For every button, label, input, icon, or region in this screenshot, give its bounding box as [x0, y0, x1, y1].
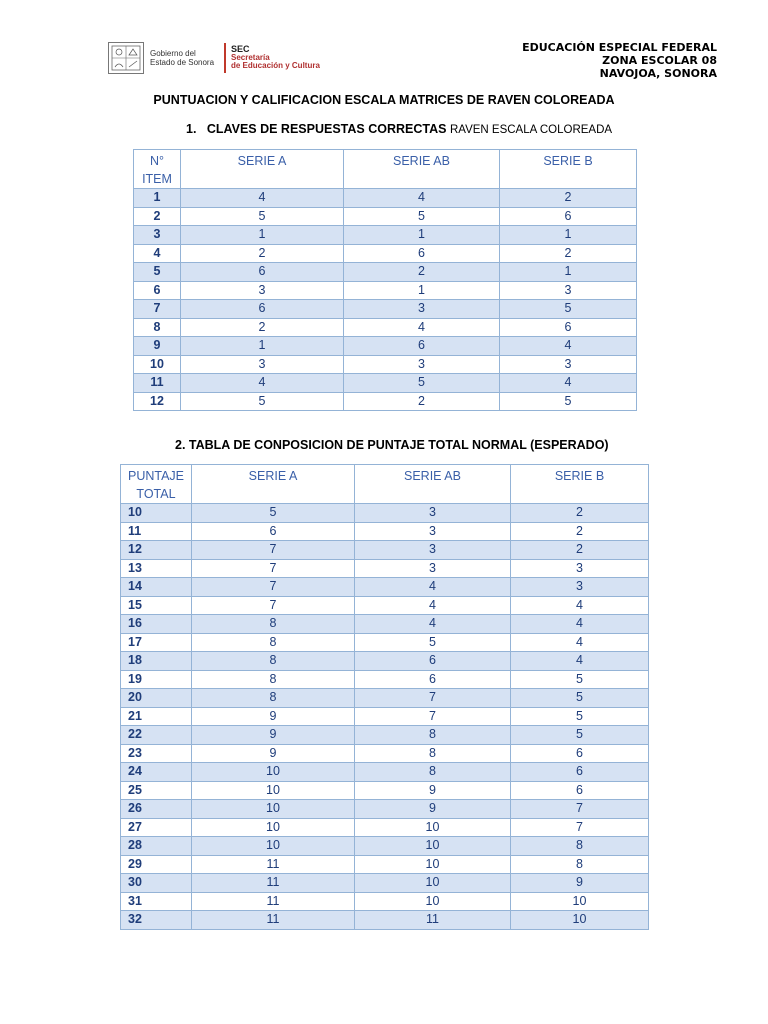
- table-cell: 6: [511, 744, 649, 763]
- column-header: SERIE AB: [355, 465, 511, 504]
- table-cell: 21: [121, 707, 192, 726]
- table-cell: 16: [121, 615, 192, 634]
- table-cell: 4: [355, 615, 511, 634]
- section-1-heading-suffix: RAVEN ESCALA COLOREADA: [449, 124, 613, 136]
- table-cell: 10: [134, 355, 181, 374]
- table-cell: 2: [511, 522, 649, 541]
- table-cell: 7: [511, 800, 649, 819]
- column-header: SERIE A: [192, 465, 355, 504]
- table-cell: 2: [181, 244, 344, 263]
- table-cell: 8: [192, 689, 355, 708]
- header-line-2: ZONA ESCOLAR 08: [602, 54, 717, 67]
- table-cell: 8: [192, 633, 355, 652]
- table-cell: 27: [121, 818, 192, 837]
- table-row: [121, 670, 649, 689]
- table-cell: 7: [355, 707, 511, 726]
- table-cell: 23: [121, 744, 192, 763]
- table-cell: 8: [511, 837, 649, 856]
- table-cell: 3: [500, 281, 637, 300]
- table-cell: 5: [500, 392, 637, 411]
- table-cell: 11: [192, 892, 355, 911]
- table-row: [134, 226, 637, 245]
- table-row: [121, 541, 649, 560]
- table-cell: 3: [181, 281, 344, 300]
- table-cell: 4: [511, 652, 649, 671]
- table-cell: 3: [355, 504, 511, 523]
- table-row: [121, 818, 649, 837]
- table-row: [134, 281, 637, 300]
- table-cell: 8: [355, 744, 511, 763]
- table-cell: 7: [134, 300, 181, 319]
- column-header: SERIE AB: [344, 150, 500, 189]
- table-cell: 30: [121, 874, 192, 893]
- table-cell: 32: [121, 911, 192, 930]
- section-1-heading: [186, 122, 612, 136]
- table-row: [121, 744, 649, 763]
- table-cell: 14: [121, 578, 192, 597]
- table-cell: 7: [511, 818, 649, 837]
- table-row: [121, 800, 649, 819]
- table-cell: 10: [121, 504, 192, 523]
- government-name: Gobierno del Estado de Sonora: [150, 49, 215, 67]
- sec-acronym: SEC: [231, 44, 250, 55]
- table-cell: 8: [192, 670, 355, 689]
- table-cell: 9: [355, 781, 511, 800]
- table-cell: 1: [500, 226, 637, 245]
- table-cell: 5: [511, 726, 649, 745]
- table-row: [121, 578, 649, 597]
- table-row: [121, 633, 649, 652]
- table-cell: 10: [355, 874, 511, 893]
- table-cell: 3: [355, 559, 511, 578]
- table-row: [121, 892, 649, 911]
- table-cell: 8: [192, 615, 355, 634]
- table-cell: 3: [511, 559, 649, 578]
- table-cell: 22: [121, 726, 192, 745]
- table-cell: 4: [355, 596, 511, 615]
- table-cell: 10: [355, 837, 511, 856]
- column-header: PUNTAJE TOTAL: [121, 465, 192, 504]
- table-cell: 17: [121, 633, 192, 652]
- table-cell: 1: [344, 226, 500, 245]
- table-cell: 2: [181, 318, 344, 337]
- table-cell: 4: [344, 189, 500, 208]
- table-cell: 4: [355, 578, 511, 597]
- table-cell: 6: [181, 263, 344, 282]
- table-cell: 9: [134, 337, 181, 356]
- table-cell: 9: [511, 874, 649, 893]
- table-cell: 1: [181, 337, 344, 356]
- table-cell: 5: [181, 392, 344, 411]
- table-cell: 11: [355, 911, 511, 930]
- table-cell: 4: [181, 374, 344, 393]
- table-row: [121, 763, 649, 782]
- table-cell: 10: [511, 911, 649, 930]
- sec-full-name: Secretaría de Educación y Cultura: [231, 52, 320, 71]
- table-row: [121, 874, 649, 893]
- table-row: [121, 559, 649, 578]
- table-cell: 6: [355, 670, 511, 689]
- table-cell: 7: [192, 578, 355, 597]
- table-cell: 5: [344, 207, 500, 226]
- table-cell: 4: [500, 337, 637, 356]
- table-cell: 15: [121, 596, 192, 615]
- table-cell: 4: [511, 633, 649, 652]
- table-cell: 11: [121, 522, 192, 541]
- table-cell: 12: [121, 541, 192, 560]
- table-cell: 3: [134, 226, 181, 245]
- column-header: SERIE B: [500, 150, 637, 189]
- table-row: [121, 522, 649, 541]
- header-line-3: NAVOJOA, SONORA: [599, 67, 717, 80]
- table-cell: 5: [511, 707, 649, 726]
- table-cell: 1: [344, 281, 500, 300]
- table-cell: 3: [355, 541, 511, 560]
- table-cell: 4: [511, 596, 649, 615]
- table-row: [121, 689, 649, 708]
- table-cell: 2: [500, 189, 637, 208]
- logo-divider: [224, 43, 226, 73]
- table-cell: 1: [181, 226, 344, 245]
- table-cell: 6: [181, 300, 344, 319]
- table-cell: 10: [192, 781, 355, 800]
- table-cell: 6: [500, 318, 637, 337]
- table-cell: 7: [192, 559, 355, 578]
- score-composition-table: [120, 464, 649, 930]
- table-cell: 10: [355, 818, 511, 837]
- table-cell: 5: [344, 374, 500, 393]
- table-cell: 2: [344, 263, 500, 282]
- table-row: [134, 392, 637, 411]
- table-cell: 19: [121, 670, 192, 689]
- table-row: [134, 355, 637, 374]
- table-cell: 8: [355, 763, 511, 782]
- table-cell: 2: [134, 207, 181, 226]
- table-cell: 11: [192, 911, 355, 930]
- table-cell: 26: [121, 800, 192, 819]
- table-row: [121, 911, 649, 930]
- table-cell: 3: [344, 300, 500, 319]
- table-row: [134, 300, 637, 319]
- table-cell: 1: [500, 263, 637, 282]
- table-cell: 9: [355, 800, 511, 819]
- table-row: [134, 189, 637, 208]
- table-cell: 24: [121, 763, 192, 782]
- table-cell: 10: [355, 892, 511, 911]
- table-cell: 6: [344, 337, 500, 356]
- table-cell: 6: [192, 522, 355, 541]
- table-row: [121, 837, 649, 856]
- table-cell: 10: [355, 855, 511, 874]
- table-cell: 3: [511, 578, 649, 597]
- table-cell: 5: [511, 689, 649, 708]
- table-row: [134, 207, 637, 226]
- table-cell: 25: [121, 781, 192, 800]
- table-row: [134, 318, 637, 337]
- table-cell: 4: [500, 374, 637, 393]
- table-cell: 3: [355, 522, 511, 541]
- institution-logo: [108, 40, 348, 76]
- table-cell: 6: [511, 781, 649, 800]
- table-cell: 18: [121, 652, 192, 671]
- table-cell: 4: [344, 318, 500, 337]
- table-cell: 2: [500, 244, 637, 263]
- table-row: [121, 855, 649, 874]
- table-cell: 2: [511, 541, 649, 560]
- column-header: N° ITEM: [134, 150, 181, 189]
- table-cell: 28: [121, 837, 192, 856]
- state-seal-icon: [108, 42, 144, 74]
- table-cell: 7: [192, 596, 355, 615]
- section-1-heading-text: 1. CLAVES DE RESPUESTAS CORRECTAS: [186, 122, 447, 136]
- table-cell: 5: [500, 300, 637, 319]
- table-cell: 6: [511, 763, 649, 782]
- table-cell: 4: [134, 244, 181, 263]
- table-cell: 8: [134, 318, 181, 337]
- table-cell: 3: [181, 355, 344, 374]
- table-row: [121, 652, 649, 671]
- table-row: [121, 596, 649, 615]
- table-cell: 4: [511, 615, 649, 634]
- table-cell: 10: [192, 818, 355, 837]
- table-cell: 9: [192, 726, 355, 745]
- table-cell: 4: [181, 189, 344, 208]
- table-cell: 13: [121, 559, 192, 578]
- table-cell: 11: [134, 374, 181, 393]
- table-row: [134, 374, 637, 393]
- answer-key-table: [133, 149, 637, 411]
- table-cell: 6: [500, 207, 637, 226]
- table-cell: 5: [355, 633, 511, 652]
- table-cell: 20: [121, 689, 192, 708]
- table-cell: 31: [121, 892, 192, 911]
- table-cell: 2: [344, 392, 500, 411]
- table-cell: 9: [192, 707, 355, 726]
- table-cell: 10: [511, 892, 649, 911]
- table-cell: 3: [344, 355, 500, 374]
- table-row: [121, 504, 649, 523]
- table-cell: 7: [355, 689, 511, 708]
- table-cell: 2: [511, 504, 649, 523]
- header-line-1: EDUCACIÓN ESPECIAL FEDERAL: [522, 41, 717, 54]
- column-header: SERIE B: [511, 465, 649, 504]
- table-row: [121, 781, 649, 800]
- table-cell: 11: [192, 855, 355, 874]
- table-cell: 6: [134, 281, 181, 300]
- table-row: [121, 726, 649, 745]
- table-row: [134, 337, 637, 356]
- header-info: [522, 41, 717, 80]
- table-cell: 1: [134, 189, 181, 208]
- table-cell: 12: [134, 392, 181, 411]
- table-cell: 8: [192, 652, 355, 671]
- table-row: [134, 244, 637, 263]
- section-2-heading: 2. TABLA DE CONPOSICION DE PUNTAJE TOTAL NORMAL (ESPERADO): [175, 438, 609, 452]
- table-row: [134, 263, 637, 282]
- table-cell: 10: [192, 800, 355, 819]
- table-cell: 9: [192, 744, 355, 763]
- table-cell: 10: [192, 763, 355, 782]
- table-cell: 5: [181, 207, 344, 226]
- table-cell: 7: [192, 541, 355, 560]
- table-row: [121, 707, 649, 726]
- table-cell: 29: [121, 855, 192, 874]
- table-cell: 6: [344, 244, 500, 263]
- table-cell: 5: [134, 263, 181, 282]
- table-cell: 5: [511, 670, 649, 689]
- table-cell: 8: [355, 726, 511, 745]
- table-cell: 11: [192, 874, 355, 893]
- table-cell: 5: [192, 504, 355, 523]
- table-cell: 3: [500, 355, 637, 374]
- column-header: SERIE A: [181, 150, 344, 189]
- sec-logo-text: [231, 45, 320, 71]
- page-title: PUNTUACION Y CALIFICACION ESCALA MATRICES DE RAVEN COLOREADA: [153, 93, 615, 107]
- table-cell: 10: [192, 837, 355, 856]
- table-row: [121, 615, 649, 634]
- table-cell: 6: [355, 652, 511, 671]
- table-cell: 8: [511, 855, 649, 874]
